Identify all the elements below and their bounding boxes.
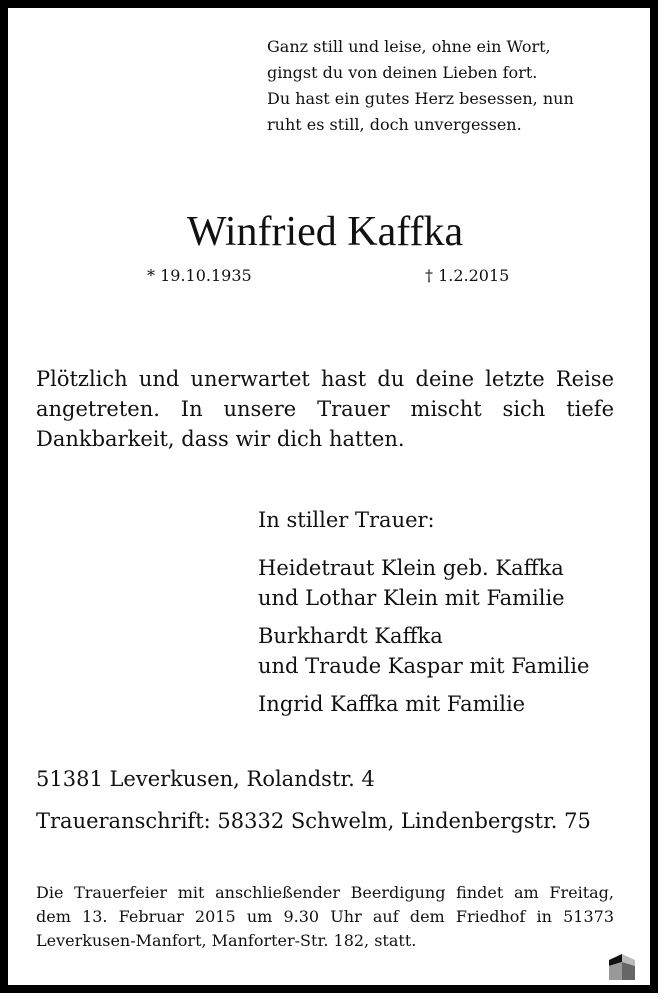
family-line: Ingrid Kaffka mit Familie	[258, 692, 526, 716]
message-paragraph: Plötzlich und unerwartet hast du deine letzte Reise angetreten. In unsere Trauer mischt sich tiefe Dankbarkeit, dass wir dich hatten.	[36, 367, 614, 451]
family-line: Heidetraut Klein geb. Kaffka	[258, 556, 564, 580]
family-line: Burkhardt Kaffka	[258, 624, 443, 648]
addresses	[36, 758, 591, 842]
mourning-label: In stiller Trauer:	[258, 508, 435, 532]
home-address: 51381 Leverkusen, Rolandstr. 4	[36, 767, 375, 791]
poem-line: gingst du von deinen Lieben fort.	[267, 63, 538, 82]
family-line: und Traude Kaspar mit Familie	[258, 654, 590, 678]
deceased-name: Winfried Kaffka	[186, 209, 464, 255]
poem-line: Ganz still und leise, ohne ein Wort,	[267, 37, 551, 56]
poem	[267, 34, 574, 138]
family-line: und Lothar Klein mit Familie	[258, 586, 565, 610]
funeral-info: Die Trauerfeier mit anschließender Beerdigung findet am Freitag, dem 13. Februar 2015 um 9.30 Uhr auf dem Friedhof in 51373 Leverkusen-Manfort, Manforter-Str. 182, statt.	[36, 883, 614, 950]
birth-date: * 19.10.1935	[147, 266, 252, 285]
death-date: † 1.2.2015	[425, 266, 510, 285]
mourning-address: Traueranschrift: 58332 Schwelm, Lindenbergstr. 75	[36, 809, 591, 833]
poem-line: Du hast ein gutes Herz besessen, nun	[267, 89, 574, 108]
publisher-logo-icon	[608, 952, 636, 980]
poem-line: ruht es still, doch unvergessen.	[267, 115, 522, 134]
